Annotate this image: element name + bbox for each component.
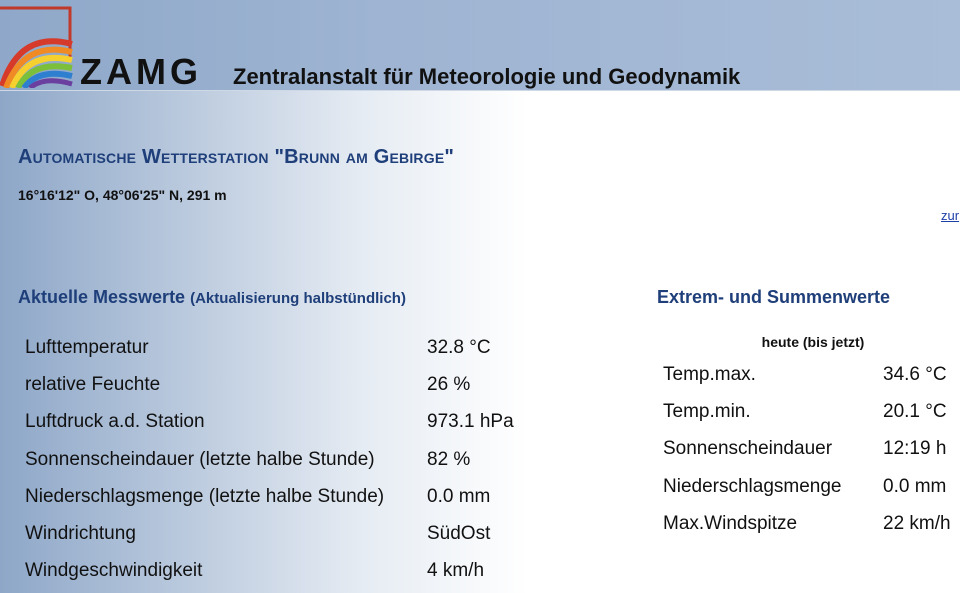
table-row <box>663 393 951 430</box>
measure-label: Lufttemperatur <box>25 336 149 358</box>
extrem-value: 0.0 mm <box>883 475 947 497</box>
table-row <box>25 329 514 366</box>
table-row <box>663 468 951 505</box>
measure-label: Luftdruck a.d. Station <box>25 411 205 433</box>
aktuell-note: (Aktualisierung halbstündlich) <box>190 290 406 307</box>
measure-value: 26 % <box>427 373 471 395</box>
table-row <box>663 431 951 468</box>
extrem-label: Temp.max. <box>663 363 756 385</box>
measure-value: 82 % <box>427 448 471 470</box>
table-row <box>25 404 514 441</box>
measure-value: 0.0 mm <box>427 485 491 507</box>
extrem-label: Sonnenscheindauer <box>663 438 833 460</box>
measure-label: Windrichtung <box>25 523 136 545</box>
measure-label: Windgeschwindigkeit <box>25 560 203 582</box>
measure-value: SüdOst <box>427 523 491 545</box>
station-name: "Brunn am Gebirge" <box>274 146 455 168</box>
extrem-value: 12:19 h <box>883 438 947 460</box>
table-row <box>663 356 951 393</box>
extrem-value: 22 km/h <box>883 512 951 534</box>
measure-value: 32.8 °C <box>427 336 491 358</box>
measure-value: 973.1 hPa <box>427 411 514 433</box>
extrem-value: 20.1 °C <box>883 400 947 422</box>
extrem-table <box>663 356 951 542</box>
station-coordinates: 16°16'12" O, 48°06'25" N, 291 m <box>18 187 227 203</box>
station-heading <box>18 146 454 169</box>
table-row <box>663 505 951 542</box>
site-header <box>0 0 960 91</box>
measure-label: relative Feuchte <box>25 373 161 395</box>
extrem-label: Temp.min. <box>663 400 751 422</box>
table-row <box>25 441 514 478</box>
table-row <box>25 478 514 515</box>
extrem-value: 34.6 °C <box>883 363 947 385</box>
extrem-heading: Extrem- und Summenwerte <box>657 287 891 307</box>
station-prefix: Automatische Wetterstation <box>18 146 269 168</box>
measure-label: Niederschlagsmenge (letzte halbe Stunde) <box>25 485 385 507</box>
table-row <box>25 515 514 552</box>
extrem-period: heute (bis jetzt) <box>761 334 865 350</box>
site-title: Zentralanstalt für Meteorologie und Geodynamik <box>233 64 741 89</box>
table-row <box>25 366 514 403</box>
aktuell-table <box>25 329 514 590</box>
zamg-rainbow-logo-icon[interactable] <box>0 0 80 88</box>
aktuell-heading <box>18 287 406 308</box>
extrem-label: Niederschlagsmenge <box>663 475 842 497</box>
measure-value: 4 km/h <box>427 560 485 582</box>
measure-label: Sonnenscheindauer (letzte halbe Stunde) <box>25 448 375 470</box>
extrem-label: Max.Windspitze <box>663 512 798 534</box>
zur-link[interactable]: zur <box>941 208 960 223</box>
zamg-logo-text[interactable]: ZAMG <box>80 51 202 92</box>
aktuell-title: Aktuelle Messwerte <box>18 287 186 307</box>
table-row <box>25 553 514 590</box>
